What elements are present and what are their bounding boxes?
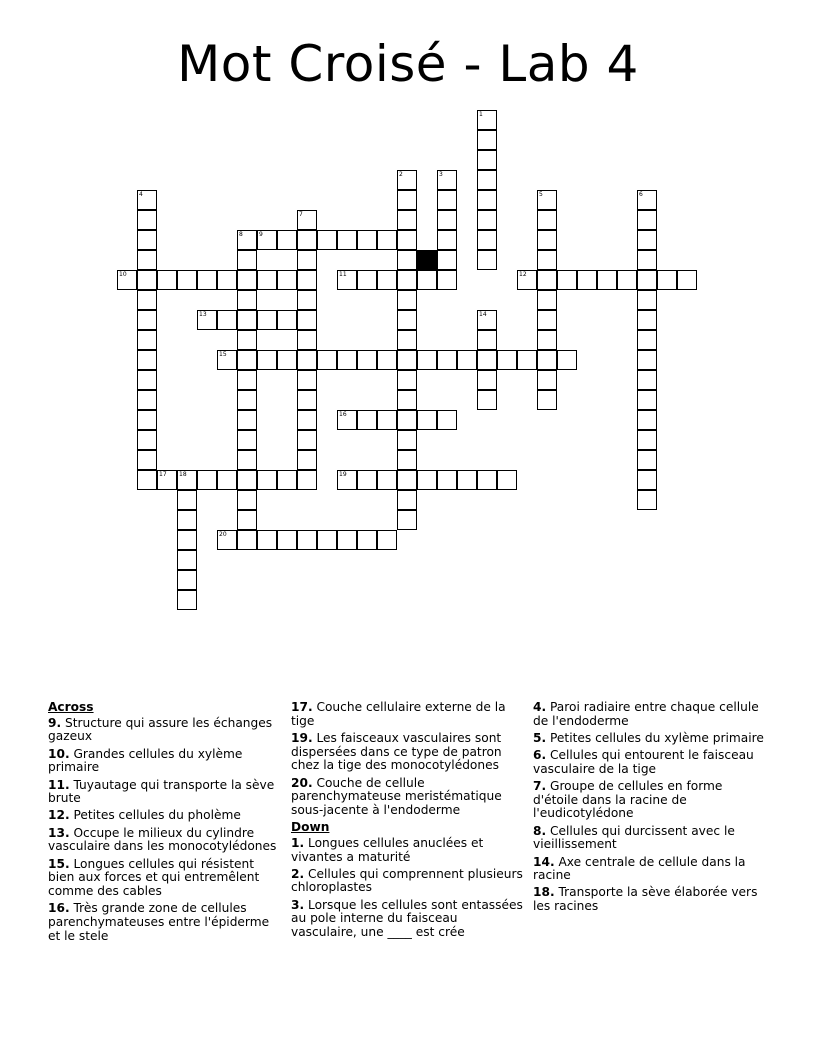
grid-cell[interactable]	[477, 310, 497, 330]
grid-cell[interactable]	[217, 530, 237, 550]
grid-cell[interactable]	[637, 210, 657, 230]
clue-number-label: 17	[159, 471, 167, 478]
grid-cell[interactable]	[477, 150, 497, 170]
clue-number: 14.	[533, 854, 555, 869]
grid-cell[interactable]	[637, 290, 657, 310]
grid-cell[interactable]	[477, 190, 497, 210]
clue-number-label: 16	[339, 411, 347, 418]
clue-number: 15.	[48, 856, 70, 871]
clue-across-15	[48, 858, 280, 899]
clue-text: Occupe le milieux du cylindre vasculaire dans les monocotylédones	[48, 825, 277, 854]
clue-number: 17.	[291, 700, 313, 714]
clue-number: 18.	[533, 885, 555, 900]
grid-cell[interactable]	[477, 350, 497, 370]
grid-cell[interactable]	[237, 470, 257, 490]
clue-text: Longues cellules qui résistent bien aux forces et qui entremêlent comme des cables	[48, 856, 260, 898]
grid-cell[interactable]	[397, 510, 417, 530]
grid-cell[interactable]	[677, 270, 697, 290]
grid-cell[interactable]	[177, 470, 197, 490]
grid-cell[interactable]	[277, 470, 297, 490]
grid-cell[interactable]	[297, 290, 317, 310]
grid-cell[interactable]	[637, 390, 657, 410]
clue-text: Paroi radiaire entre chaque cellule de l'endoderme	[533, 700, 759, 728]
clue-text: Axe centrale de cellule dans la racine	[533, 854, 746, 883]
grid-cell[interactable]	[237, 230, 257, 250]
grid-cell[interactable]	[137, 330, 157, 350]
grid-cell[interactable]	[237, 530, 257, 550]
grid-cell[interactable]	[277, 530, 297, 550]
grid-cell[interactable]	[397, 250, 417, 270]
grid-cell[interactable]	[277, 230, 297, 250]
grid-cell[interactable]	[397, 350, 417, 370]
grid-cell[interactable]	[637, 250, 657, 270]
grid-cell[interactable]	[377, 350, 397, 370]
clues-column-1	[48, 701, 280, 947]
grid-cell[interactable]	[637, 330, 657, 350]
clue-across-16	[48, 902, 280, 943]
grid-cell[interactable]	[337, 230, 357, 250]
clue-text: Petites cellules du xylème primaire	[550, 730, 764, 745]
grid-cell[interactable]	[297, 450, 317, 470]
clue-number-label: 11	[339, 271, 347, 278]
grid-cell[interactable]	[437, 470, 457, 490]
grid-cell[interactable]	[257, 350, 277, 370]
grid-cell[interactable]	[397, 270, 417, 290]
grid-cell[interactable]	[237, 350, 257, 370]
grid-cell[interactable]	[637, 230, 657, 250]
grid-cell[interactable]	[197, 310, 217, 330]
grid-cell[interactable]	[417, 270, 437, 290]
grid-cell[interactable]	[297, 370, 317, 390]
clue-number: 9.	[48, 715, 62, 730]
grid-cell[interactable]	[297, 390, 317, 410]
grid-cell[interactable]	[377, 470, 397, 490]
grid-cell[interactable]	[397, 450, 417, 470]
grid-cell[interactable]	[337, 270, 357, 290]
grid-cell[interactable]	[637, 270, 657, 290]
grid-cell[interactable]	[237, 410, 257, 430]
grid-cell[interactable]	[177, 510, 197, 530]
grid-cell[interactable]	[357, 230, 377, 250]
grid-cell[interactable]	[297, 330, 317, 350]
grid-cell[interactable]	[457, 470, 477, 490]
grid-cell[interactable]	[437, 270, 457, 290]
grid-cell[interactable]	[537, 330, 557, 350]
grid-cell[interactable]	[497, 470, 517, 490]
grid-cell[interactable]	[357, 530, 377, 550]
grid-cell[interactable]	[557, 350, 577, 370]
grid-cell[interactable]	[137, 310, 157, 330]
grid-cell[interactable]	[417, 470, 437, 490]
clue-text: Structure qui assure les échanges gazeux	[48, 715, 273, 744]
grid-cell[interactable]	[357, 470, 377, 490]
grid-cell[interactable]	[397, 430, 417, 450]
grid-cell[interactable]	[537, 270, 557, 290]
grid-cell[interactable]	[177, 590, 197, 610]
grid-cell[interactable]	[277, 350, 297, 370]
grid-cell[interactable]	[177, 490, 197, 510]
grid-cell[interactable]	[397, 310, 417, 330]
grid-cell[interactable]	[137, 250, 157, 270]
grid-cell[interactable]	[397, 390, 417, 410]
grid-cell[interactable]	[337, 410, 357, 430]
clue-text: Longues cellules anuclées et vivantes a maturité	[291, 835, 484, 864]
grid-cell[interactable]	[477, 330, 497, 350]
clue-across-19	[291, 732, 527, 773]
grid-cell[interactable]	[277, 310, 297, 330]
clue-number-label: 13	[199, 311, 207, 318]
grid-cell[interactable]	[197, 470, 217, 490]
grid-cell[interactable]	[637, 470, 657, 490]
grid-cell[interactable]	[397, 210, 417, 230]
clue-down-8	[533, 825, 769, 852]
clue-text: Grandes cellules du xylème primaire	[48, 746, 243, 775]
grid-cell[interactable]	[217, 350, 237, 370]
clue-number-label: 9	[259, 231, 263, 238]
clue-down-4	[533, 701, 769, 728]
grid-cell[interactable]	[637, 410, 657, 430]
grid-cell[interactable]	[357, 410, 377, 430]
grid-cell[interactable]	[617, 270, 637, 290]
grid-cell[interactable]	[217, 270, 237, 290]
grid-cell[interactable]	[637, 370, 657, 390]
grid-cell[interactable]	[397, 410, 417, 430]
clue-text: Les faisceaux vasculaires sont dispersées dans ce type de patron chez la tige des monocotylédones	[291, 730, 502, 773]
clues-column-3	[533, 701, 769, 917]
grid-cell[interactable]	[337, 470, 357, 490]
grid-cell[interactable]	[117, 270, 137, 290]
grid-cell[interactable]	[377, 230, 397, 250]
clue-number-label: 6	[639, 191, 643, 198]
clue-text: Couche cellulaire externe de la tige	[291, 700, 506, 728]
clue-number-label: 8	[239, 231, 243, 238]
clue-number: 7.	[533, 779, 547, 794]
grid-cell[interactable]	[477, 370, 497, 390]
grid-cell[interactable]	[397, 470, 417, 490]
clue-text: Petites cellules du pholème	[73, 808, 241, 823]
grid-cell[interactable]	[637, 430, 657, 450]
grid-cell[interactable]	[297, 410, 317, 430]
grid-cell[interactable]	[137, 390, 157, 410]
grid-cell[interactable]	[137, 210, 157, 230]
grid-cell[interactable]	[177, 270, 197, 290]
grid-cell[interactable]	[637, 350, 657, 370]
clue-down-7	[533, 780, 769, 821]
grid-cell[interactable]	[297, 230, 317, 250]
clue-down-18	[533, 886, 769, 913]
grid-cell[interactable]	[577, 270, 597, 290]
grid-cell[interactable]	[537, 210, 557, 230]
clue-number: 10.	[48, 746, 70, 761]
grid-cell[interactable]	[637, 450, 657, 470]
grid-cell[interactable]	[517, 270, 537, 290]
grid-cell[interactable]	[357, 270, 377, 290]
grid-cell[interactable]	[237, 270, 257, 290]
grid-cell[interactable]	[417, 350, 437, 370]
clue-across-17	[291, 701, 527, 728]
grid-cell[interactable]	[397, 370, 417, 390]
clue-across-11	[48, 779, 280, 806]
grid-cell[interactable]	[537, 390, 557, 410]
clue-number-label: 12	[519, 271, 527, 278]
grid-cell[interactable]	[557, 270, 577, 290]
grid-cell[interactable]	[137, 430, 157, 450]
grid-cell[interactable]	[597, 270, 617, 290]
grid-cell[interactable]	[537, 310, 557, 330]
clue-number: 5.	[533, 730, 547, 745]
clue-number: 12.	[48, 808, 70, 823]
grid-cell[interactable]	[137, 410, 157, 430]
grid-cell[interactable]	[277, 270, 297, 290]
across-heading: Across	[48, 700, 94, 714]
grid-cell[interactable]	[237, 310, 257, 330]
clue-number-label: 15	[219, 351, 227, 358]
grid-cell[interactable]	[437, 170, 457, 190]
grid-cell[interactable]	[297, 350, 317, 370]
clue-down-2	[291, 868, 527, 895]
clue-text: Cellules qui durcissent avec le vieillissement	[533, 823, 735, 852]
clue-number-label: 5	[539, 191, 543, 198]
grid-cell[interactable]	[397, 490, 417, 510]
clue-across-13	[48, 827, 280, 854]
grid-cell[interactable]	[417, 410, 437, 430]
grid-cell[interactable]	[297, 470, 317, 490]
clue-number-label: 20	[219, 531, 227, 538]
grid-cell[interactable]	[637, 310, 657, 330]
grid-cell[interactable]	[437, 210, 457, 230]
clues-column-2	[291, 701, 527, 943]
grid-cell[interactable]	[477, 110, 497, 130]
grid-cell[interactable]	[477, 170, 497, 190]
clue-number: 3.	[291, 897, 305, 912]
grid-cell[interactable]	[137, 470, 157, 490]
grid-cell[interactable]	[437, 230, 457, 250]
grid-cell[interactable]	[237, 510, 257, 530]
grid-cell[interactable]	[437, 250, 457, 270]
grid-cell[interactable]	[237, 430, 257, 450]
grid-cell[interactable]	[397, 170, 417, 190]
grid-cell[interactable]	[137, 270, 157, 290]
grid-cell[interactable]	[297, 530, 317, 550]
grid-cell[interactable]	[457, 350, 477, 370]
grid-cell[interactable]	[137, 350, 157, 370]
clue-number: 2.	[291, 866, 305, 881]
grid-cell[interactable]	[317, 530, 337, 550]
grid-cell[interactable]	[137, 450, 157, 470]
clue-number: 6.	[533, 748, 547, 763]
grid-cell[interactable]	[177, 530, 197, 550]
grid-cell[interactable]	[517, 350, 537, 370]
clue-number: 19.	[291, 730, 313, 745]
grid-cell[interactable]	[217, 470, 237, 490]
clue-text: Groupe de cellules en forme d'étoile dans la racine de l'eudicotylédone	[533, 779, 723, 821]
grid-cell[interactable]	[257, 230, 277, 250]
clue-text: Lorsque les cellules sont entassées au pole interne du faisceau vasculaire, une ____ est crée	[291, 897, 523, 940]
grid-cell[interactable]	[537, 350, 557, 370]
clue-down-6	[533, 749, 769, 776]
grid-cell[interactable]	[237, 490, 257, 510]
grid-cell[interactable]	[477, 470, 497, 490]
grid-cell[interactable]	[437, 190, 457, 210]
grid-cell[interactable]	[297, 250, 317, 270]
grid-cell[interactable]	[157, 270, 177, 290]
clue-text: Tuyautage qui transporte la sève brute	[48, 777, 275, 806]
grid-cell[interactable]	[397, 290, 417, 310]
grid-cell[interactable]	[257, 310, 277, 330]
grid-cell[interactable]	[537, 290, 557, 310]
grid-cell[interactable]	[137, 190, 157, 210]
clue-down-5	[533, 732, 769, 746]
clue-number-label: 1	[479, 111, 483, 118]
grid-cell[interactable]	[297, 270, 317, 290]
grid-cell[interactable]	[357, 350, 377, 370]
grid-cell[interactable]	[397, 330, 417, 350]
grid-cell[interactable]	[297, 210, 317, 230]
clue-number: 20.	[291, 775, 313, 790]
clue-across-12	[48, 809, 280, 823]
grid-cell[interactable]	[477, 230, 497, 250]
grid-cell[interactable]	[477, 210, 497, 230]
down-heading: Down	[291, 820, 330, 835]
grid-cell[interactable]	[237, 390, 257, 410]
clue-number-label: 19	[339, 471, 347, 478]
grid-cell[interactable]	[657, 270, 677, 290]
grid-cell[interactable]	[397, 230, 417, 250]
grid-cell[interactable]	[637, 190, 657, 210]
clue-number: 4.	[533, 700, 547, 714]
grid-cell[interactable]	[337, 530, 357, 550]
grid-cell[interactable]	[497, 350, 517, 370]
grid-cell[interactable]	[237, 250, 257, 270]
clue-text: Transporte la sève élaborée vers les racines	[533, 885, 758, 914]
black-cell	[417, 250, 437, 270]
grid-cell[interactable]	[317, 350, 337, 370]
grid-cell[interactable]	[437, 350, 457, 370]
grid-cell[interactable]	[237, 290, 257, 310]
clue-number-label: 10	[119, 271, 127, 278]
clue-across-10	[48, 748, 280, 775]
clue-number: 16.	[48, 901, 70, 916]
grid-cell[interactable]	[297, 430, 317, 450]
grid-cell[interactable]	[537, 250, 557, 270]
clue-number-label: 4	[139, 191, 143, 198]
grid-cell[interactable]	[257, 470, 277, 490]
grid-cell[interactable]	[477, 390, 497, 410]
grid-cell[interactable]	[237, 370, 257, 390]
clue-down-1	[291, 837, 527, 864]
grid-cell[interactable]	[257, 270, 277, 290]
grid-cell[interactable]	[237, 450, 257, 470]
page-title: Mot Croisé - Lab 4	[177, 35, 639, 93]
grid-cell[interactable]	[257, 530, 277, 550]
clue-text: Couche de cellule parenchymateuse meristématique sous-jacente à l'endoderme	[291, 775, 502, 817]
grid-cell[interactable]	[377, 270, 397, 290]
grid-cell[interactable]	[637, 490, 657, 510]
clue-across-9	[48, 717, 280, 744]
grid-cell[interactable]	[297, 310, 317, 330]
clue-number: 8.	[533, 823, 547, 838]
grid-cell[interactable]	[477, 250, 497, 270]
grid-cell[interactable]	[477, 130, 497, 150]
clue-number: 13.	[48, 825, 70, 840]
grid-cell[interactable]	[437, 410, 457, 430]
clue-number-label: 18	[179, 471, 187, 478]
clue-number: 1.	[291, 835, 305, 850]
grid-cell[interactable]	[137, 290, 157, 310]
grid-cell[interactable]	[377, 530, 397, 550]
grid-cell[interactable]	[337, 350, 357, 370]
grid-cell[interactable]	[177, 570, 197, 590]
grid-cell[interactable]	[537, 190, 557, 210]
grid-cell[interactable]	[217, 310, 237, 330]
clue-text: Cellules qui entourent le faisceau vasculaire de la tige	[533, 748, 754, 776]
grid-cell[interactable]	[197, 270, 217, 290]
clue-text: Très grande zone de cellules parenchymateuses entre l'épiderme et le stele	[48, 901, 270, 943]
grid-cell[interactable]	[397, 190, 417, 210]
clue-across-20	[291, 777, 527, 818]
clue-down-3	[291, 899, 527, 940]
clue-number-label: 3	[439, 171, 443, 178]
clue-number: 11.	[48, 777, 70, 792]
grid-cell[interactable]	[377, 410, 397, 430]
clue-number-label: 7	[299, 211, 303, 218]
clue-number-label: 14	[479, 311, 487, 318]
clue-number-label: 2	[399, 171, 403, 178]
grid-cell[interactable]	[317, 230, 337, 250]
grid-cell[interactable]	[537, 370, 557, 390]
clue-down-14	[533, 856, 769, 883]
grid-cell[interactable]	[177, 550, 197, 570]
grid-cell[interactable]	[137, 230, 157, 250]
clue-text: Cellules qui comprennent plusieurs chloroplastes	[291, 866, 523, 895]
grid-cell[interactable]	[237, 330, 257, 350]
grid-cell[interactable]	[137, 370, 157, 390]
grid-cell[interactable]	[537, 230, 557, 250]
grid-cell[interactable]	[157, 470, 177, 490]
